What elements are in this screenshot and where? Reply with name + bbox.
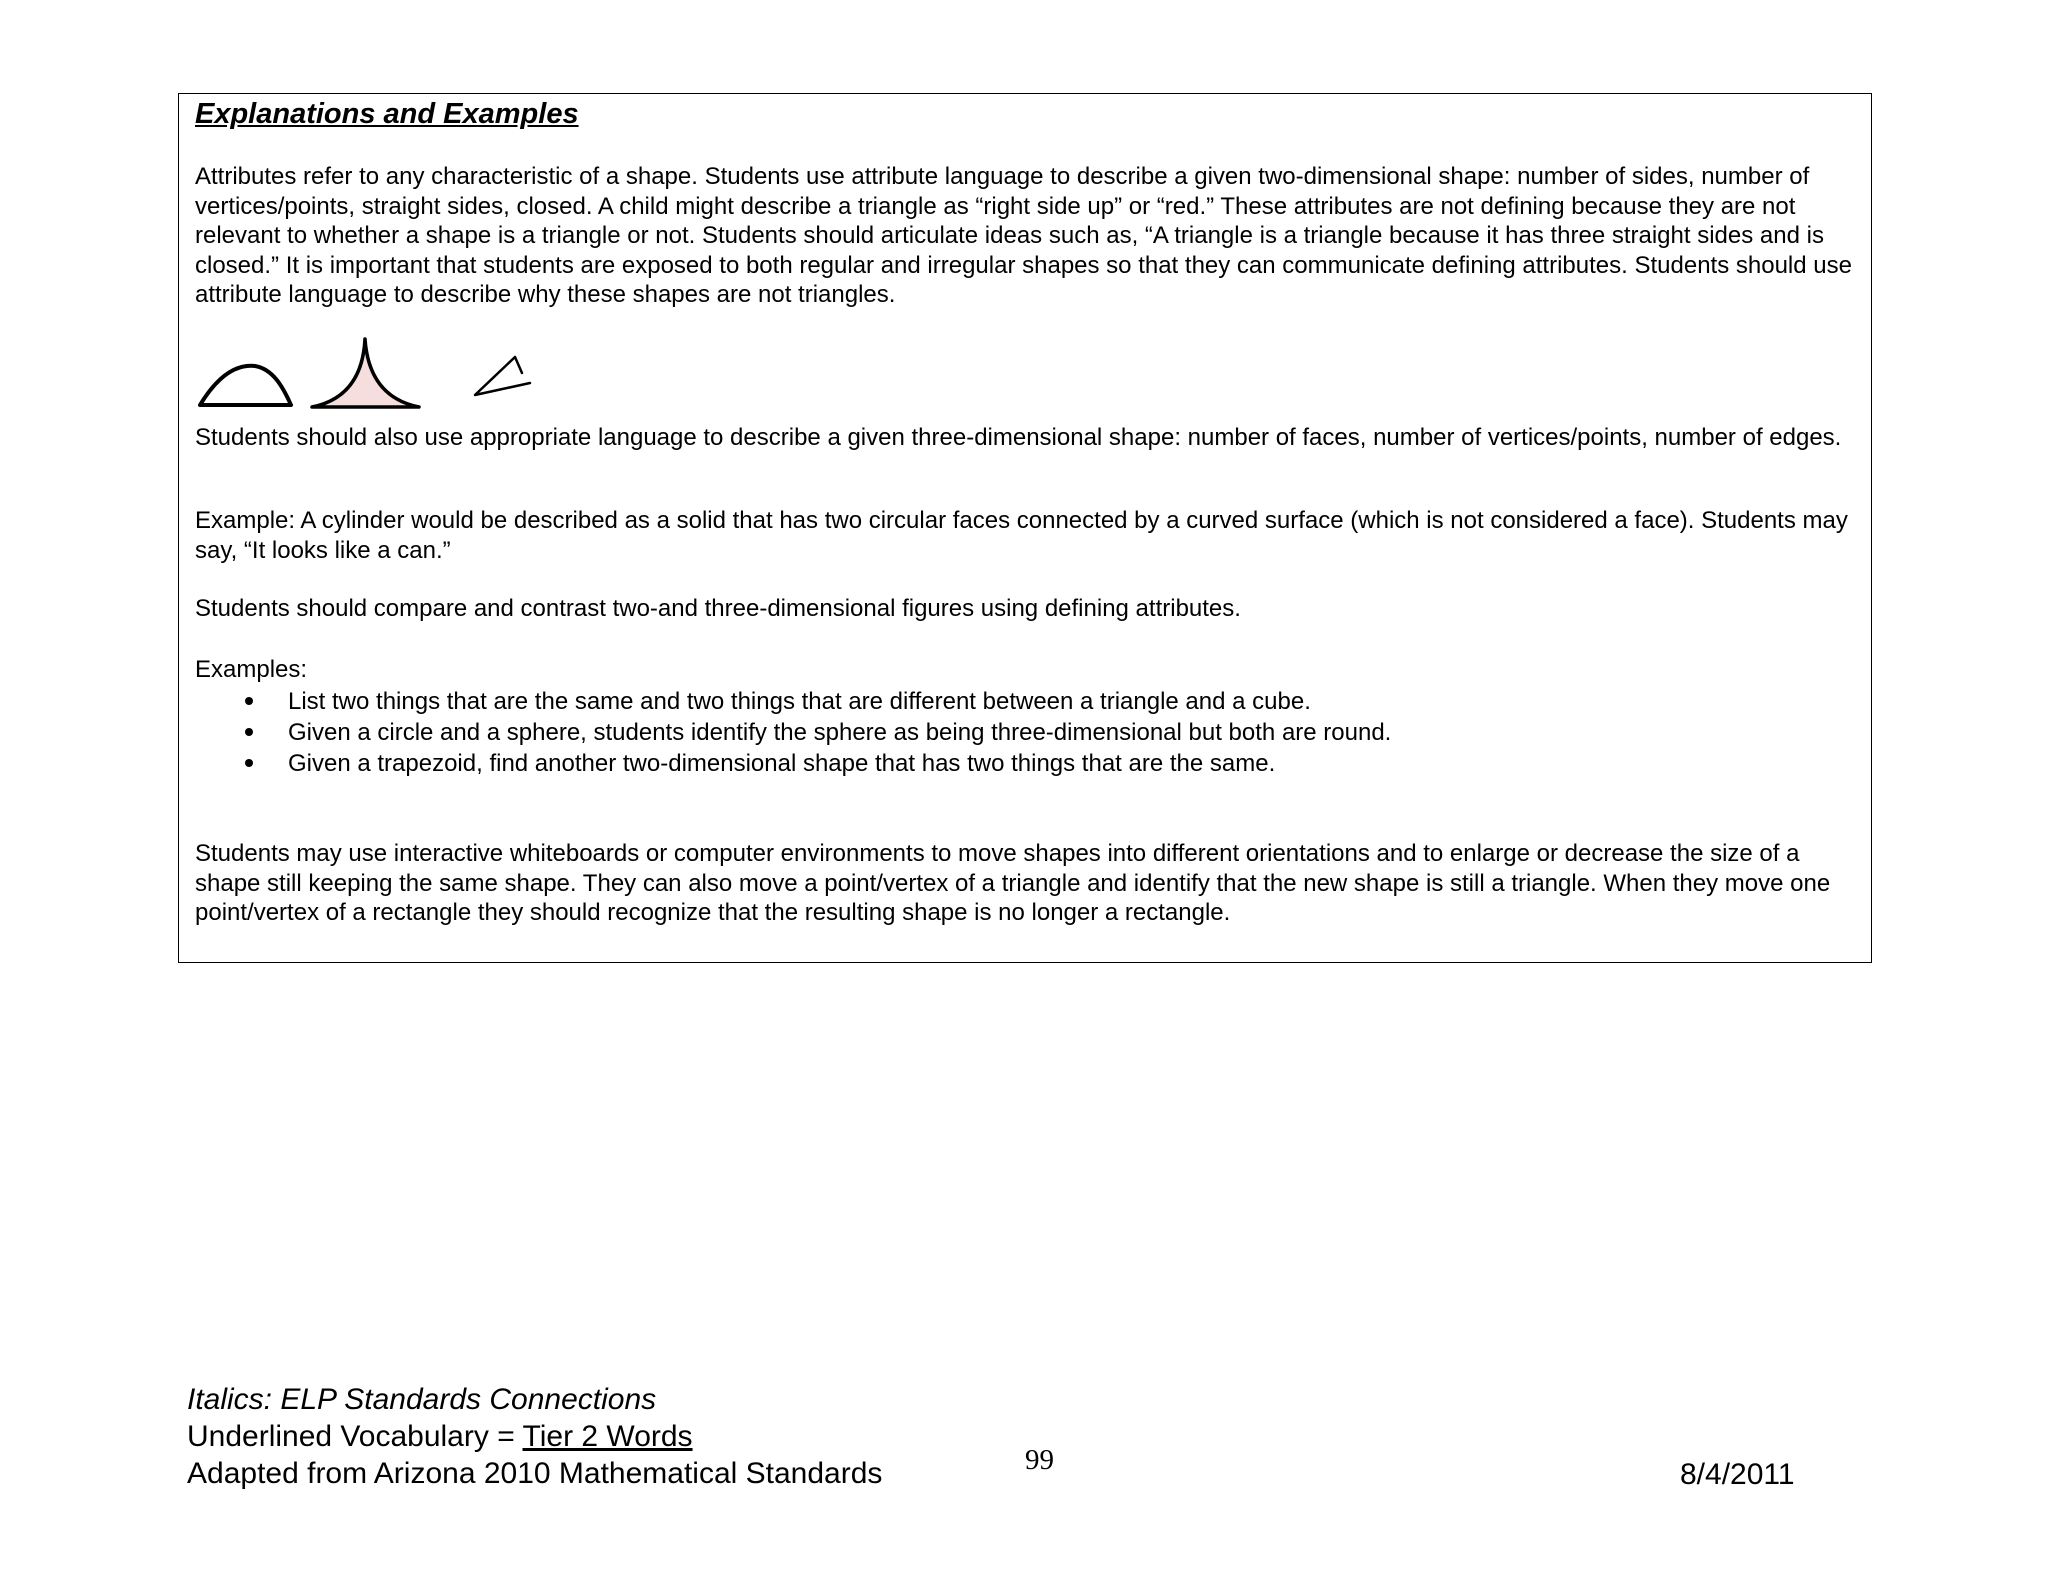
explanations-box <box>178 93 1872 963</box>
three-d-paragraph: Students should also use appropriate language to describe a given three-dimensional shape: number of faces, number of vertices/points, number of edges. <box>195 424 1842 451</box>
concave-peak-icon <box>312 339 419 407</box>
bullet-icon <box>245 697 253 705</box>
cylinder-example: Example: A cylinder would be described as a solid that has two circular faces connected by a curved surface (which is not considered a face). Students may say, “It looks like a can.” <box>195 507 1848 564</box>
compare-paragraph: Students should compare and contrast two-and three-dimensional figures using defining attributes. <box>195 595 1241 622</box>
page-number: 99 <box>1025 1444 1054 1476</box>
bullet-icon <box>245 759 253 767</box>
footer-italics-note: Italics: ELP Standards Connections <box>187 1383 657 1416</box>
list-item: List two things that are the same and two things that are different between a triangle and a cube. <box>195 686 1391 717</box>
footer-date: 8/4/2011 <box>1680 1458 1795 1491</box>
tier2-words: Tier 2 Words <box>522 1420 693 1453</box>
open-angle-icon <box>475 357 530 395</box>
list-item: Given a trapezoid, find another two-dimensional shape that has two things that are the same. <box>195 748 1391 779</box>
examples-list <box>195 686 1391 779</box>
footer-vocabulary-note: Underlined Vocabulary = Tier 2 Words <box>187 1420 693 1453</box>
section-heading: Explanations and Examples <box>195 98 579 130</box>
whiteboard-paragraph: Students may use interactive whiteboards or computer environments to move shapes into different orientations and to enlarge or decrease the size of a shape still keeping the same shape. They can also move a point/vertex of a triangle and identify that the new shape is still a triangle. When they move one point/vertex of a rectangle they should recognize that the resulting shape is no longer a rectangle. <box>195 840 1831 926</box>
attributes-paragraph: Attributes refer to any characteristic of a shape. Students use attribute language to describe a given two-dimensional shape: number of sides, number of vertices/points, straight sides, closed. A child might describe a triangle as “right side up” or “red.” These attributes are not defining because they are not relevant to whether a shape is a triangle or not. Students should articulate ideas such as, “A triangle is a triangle because it has three straight sides and is closed.” It is important that students are exposed to both regular and irregular shapes so that they can communicate defining attributes. Students should use attribute language to describe why these shapes are not triangles. <box>195 163 1852 308</box>
bullet-icon <box>245 728 253 736</box>
curved-arch-icon <box>200 366 291 405</box>
non-triangle-shapes <box>197 329 557 409</box>
footer-source-note: Adapted from Arizona 2010 Mathematical Standards <box>187 1457 883 1490</box>
examples-label: Examples: <box>195 656 308 683</box>
footer-legend <box>187 1381 882 1492</box>
list-item: Given a circle and a sphere, students identify the sphere as being three-dimensional but both are round. <box>195 717 1391 748</box>
